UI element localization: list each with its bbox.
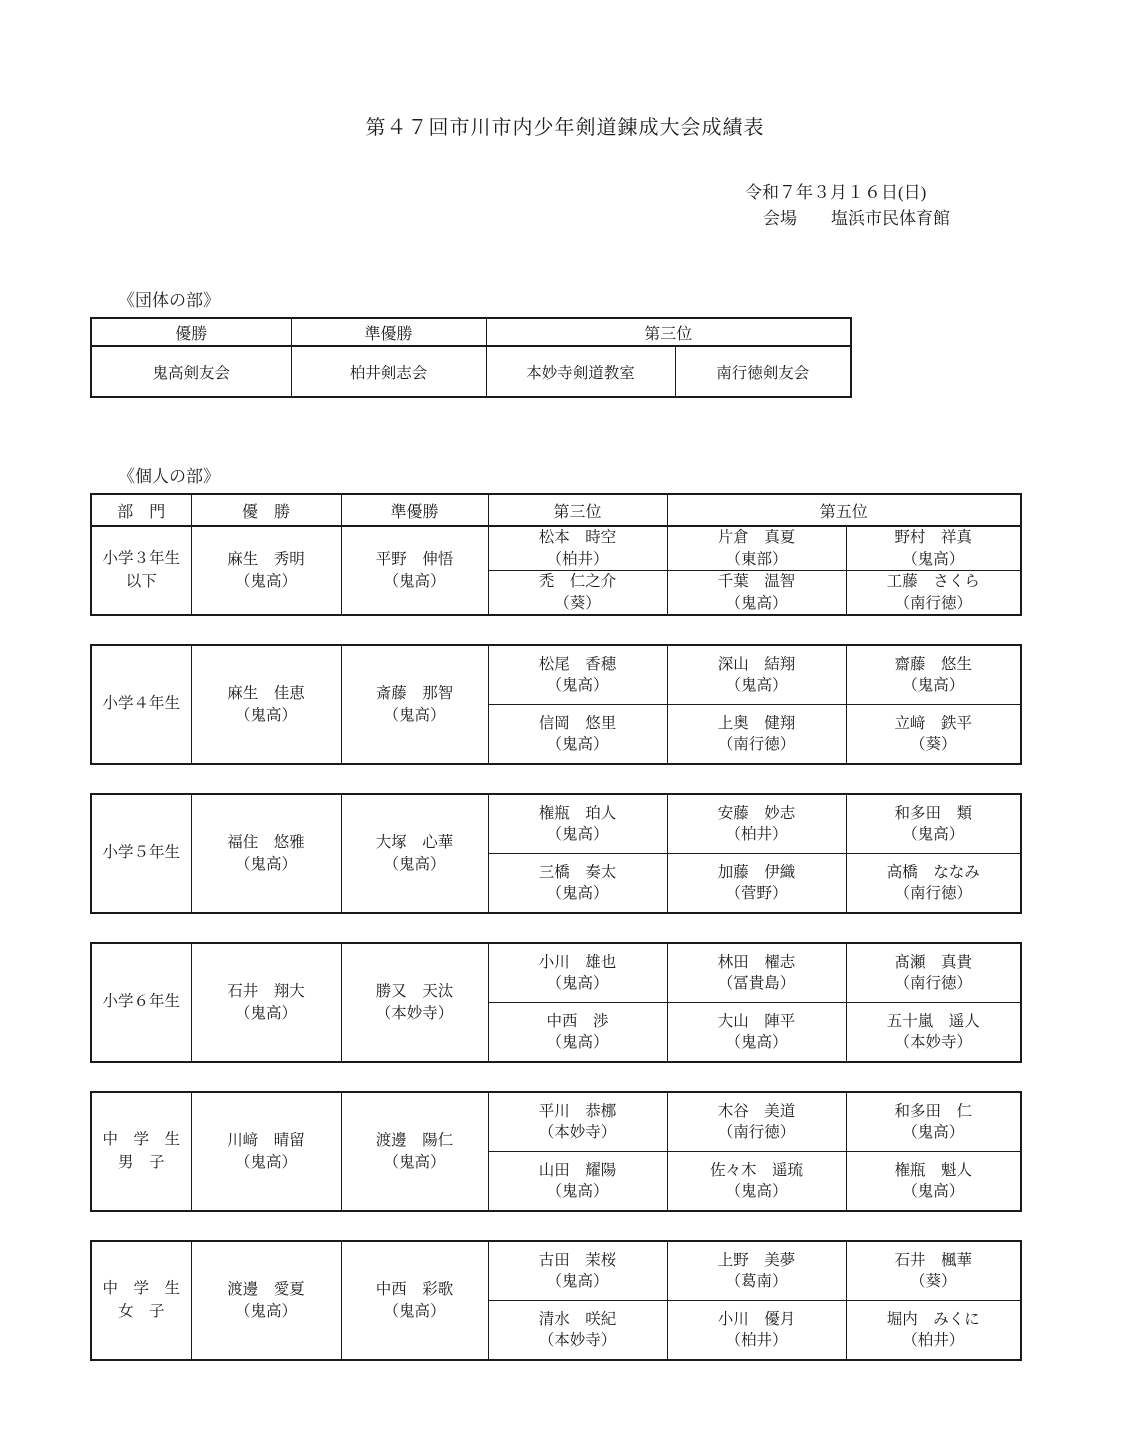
division-table-juniorhigh-boys bbox=[90, 1091, 1022, 1212]
header-fifth: 第五位 bbox=[667, 494, 1021, 526]
fifth-cell-2: 和多田 類 （鬼高） bbox=[846, 794, 1021, 854]
fifth-cell-1: 深山 結翔 （鬼高） bbox=[667, 645, 846, 705]
champion-cell: 石井 翔大 （鬼高） bbox=[191, 943, 341, 1062]
fifth-cell-3: 加藤 伊織 （菅野） bbox=[667, 854, 846, 914]
table-row bbox=[91, 645, 1021, 705]
fifth-cell-2: 髙瀬 真貴 （南行徳） bbox=[846, 943, 1021, 1003]
team-third-b: 南行徳剣友会 bbox=[675, 346, 851, 397]
fifth-cell-3: 小川 優月 （柏井） bbox=[667, 1301, 846, 1361]
fifth-cell-1: 林田 櫂志 （冨貴島） bbox=[667, 943, 846, 1003]
header-division: 部 門 bbox=[91, 494, 191, 526]
runnerup-cell: 渡邊 陽仁 （鬼高） bbox=[341, 1092, 488, 1211]
third-cell-1: 松尾 香穂 （鬼高） bbox=[488, 645, 667, 705]
third-cell-2: 禿 仁之介 （葵） bbox=[488, 571, 667, 616]
fifth-cell-3: 千葉 温智 （鬼高） bbox=[667, 571, 846, 616]
table-row bbox=[91, 943, 1021, 1003]
team-header-row bbox=[91, 318, 851, 346]
fifth-cell-2: 野村 祥真 （鬼高） bbox=[846, 526, 1021, 571]
header-runnerup: 準優勝 bbox=[341, 494, 488, 526]
table-row bbox=[91, 1241, 1021, 1301]
champion-cell: 麻生 秀明 （鬼高） bbox=[191, 526, 341, 615]
fifth-cell-1: 上野 美夢 （葛南） bbox=[667, 1241, 846, 1301]
fifth-cell-4: 五十嵐 遥人 （本妙寺） bbox=[846, 1003, 1021, 1063]
individual-header-row bbox=[91, 494, 1021, 526]
third-cell-2: 中西 渉 （鬼高） bbox=[488, 1003, 667, 1063]
runnerup-cell: 斎藤 那智 （鬼高） bbox=[341, 645, 488, 764]
third-cell-2: 信岡 悠里 （鬼高） bbox=[488, 705, 667, 765]
event-date: 令和７年３月１６日(日) bbox=[745, 183, 927, 202]
team-results-row bbox=[91, 346, 851, 397]
division-label: 小学３年生 以下 bbox=[91, 526, 191, 615]
header-champion: 優 勝 bbox=[191, 494, 341, 526]
fifth-cell-4: 堀内 みくに （柏井） bbox=[846, 1301, 1021, 1361]
third-cell-1: 平川 恭梛 （本妙寺） bbox=[488, 1092, 667, 1152]
third-cell-1: 小川 雄也 （鬼高） bbox=[488, 943, 667, 1003]
table-row bbox=[91, 1092, 1021, 1152]
third-cell-1: 権瓶 珀人 （鬼高） bbox=[488, 794, 667, 854]
page-title: 第４７回市川市内少年剣道錬成大会成績表 bbox=[365, 117, 765, 139]
division-label: 中 学 生 女 子 bbox=[91, 1241, 191, 1360]
runnerup-cell: 大塚 心華 （鬼高） bbox=[341, 794, 488, 913]
table-row bbox=[91, 526, 1021, 571]
division-label: 小学４年生 bbox=[91, 645, 191, 764]
team-runnerup: 柏井剣志会 bbox=[291, 346, 486, 397]
team-champion: 鬼高剣友会 bbox=[91, 346, 291, 397]
team-third-a: 本妙寺剣道教室 bbox=[486, 346, 675, 397]
fifth-cell-4: 権瓶 魁人 （鬼高） bbox=[846, 1152, 1021, 1212]
team-section-heading: 《団体の部》 bbox=[118, 291, 220, 310]
champion-cell: 渡邊 愛夏 （鬼高） bbox=[191, 1241, 341, 1360]
team-header-runnerup: 準優勝 bbox=[291, 318, 486, 346]
division-label: 小学５年生 bbox=[91, 794, 191, 913]
fifth-cell-1: 片倉 真夏 （東部） bbox=[667, 526, 846, 571]
division-label: 中 学 生 男 子 bbox=[91, 1092, 191, 1211]
table-row bbox=[91, 794, 1021, 854]
fifth-cell-1: 安藤 妙志 （柏井） bbox=[667, 794, 846, 854]
division-table-elementary5 bbox=[90, 793, 1022, 914]
third-cell-1: 松本 時空 （柏井） bbox=[488, 526, 667, 571]
third-cell-2: 三橋 奏太 （鬼高） bbox=[488, 854, 667, 914]
runnerup-cell: 平野 伸悟 （鬼高） bbox=[341, 526, 488, 615]
event-venue: 会場 塩浜市民体育館 bbox=[763, 209, 950, 228]
division-table-elementary4 bbox=[90, 644, 1022, 765]
fifth-cell-4: 高橋 ななみ （南行徳） bbox=[846, 854, 1021, 914]
division-table-juniorhigh-girls bbox=[90, 1240, 1022, 1361]
fifth-cell-3: 上奥 健翔 （南行徳） bbox=[667, 705, 846, 765]
team-header-champion: 優勝 bbox=[91, 318, 291, 346]
third-cell-1: 古田 茉桜 （鬼高） bbox=[488, 1241, 667, 1301]
fifth-cell-2: 和多田 仁 （鬼高） bbox=[846, 1092, 1021, 1152]
third-cell-2: 山田 耀陽 （鬼高） bbox=[488, 1152, 667, 1212]
header-third: 第三位 bbox=[488, 494, 667, 526]
fifth-cell-3: 佐々木 遥琉 （鬼高） bbox=[667, 1152, 846, 1212]
champion-cell: 福住 悠雅 （鬼高） bbox=[191, 794, 341, 913]
division-table-elementary6 bbox=[90, 942, 1022, 1063]
runnerup-cell: 中西 彩歌 （鬼高） bbox=[341, 1241, 488, 1360]
third-cell-2: 清水 咲紀 （本妙寺） bbox=[488, 1301, 667, 1361]
fifth-cell-2: 石井 楓華 （葵） bbox=[846, 1241, 1021, 1301]
division-table-elementary3-under bbox=[90, 493, 1022, 616]
fifth-cell-4: 立﨑 鉄平 （葵） bbox=[846, 705, 1021, 765]
champion-cell: 麻生 佳恵 （鬼高） bbox=[191, 645, 341, 764]
individual-section-heading: 《個人の部》 bbox=[118, 467, 220, 486]
runnerup-cell: 勝又 天汰 （本妙寺） bbox=[341, 943, 488, 1062]
fifth-cell-4: 工藤 さくら （南行徳） bbox=[846, 571, 1021, 616]
division-label: 小学６年生 bbox=[91, 943, 191, 1062]
event-meta bbox=[745, 180, 1130, 232]
fifth-cell-1: 木谷 美道 （南行徳） bbox=[667, 1092, 846, 1152]
champion-cell: 川﨑 晴留 （鬼高） bbox=[191, 1092, 341, 1211]
team-header-third: 第三位 bbox=[486, 318, 851, 346]
team-results-table bbox=[90, 317, 852, 398]
fifth-cell-2: 齋藤 悠生 （鬼高） bbox=[846, 645, 1021, 705]
fifth-cell-3: 大山 陣平 （鬼高） bbox=[667, 1003, 846, 1063]
